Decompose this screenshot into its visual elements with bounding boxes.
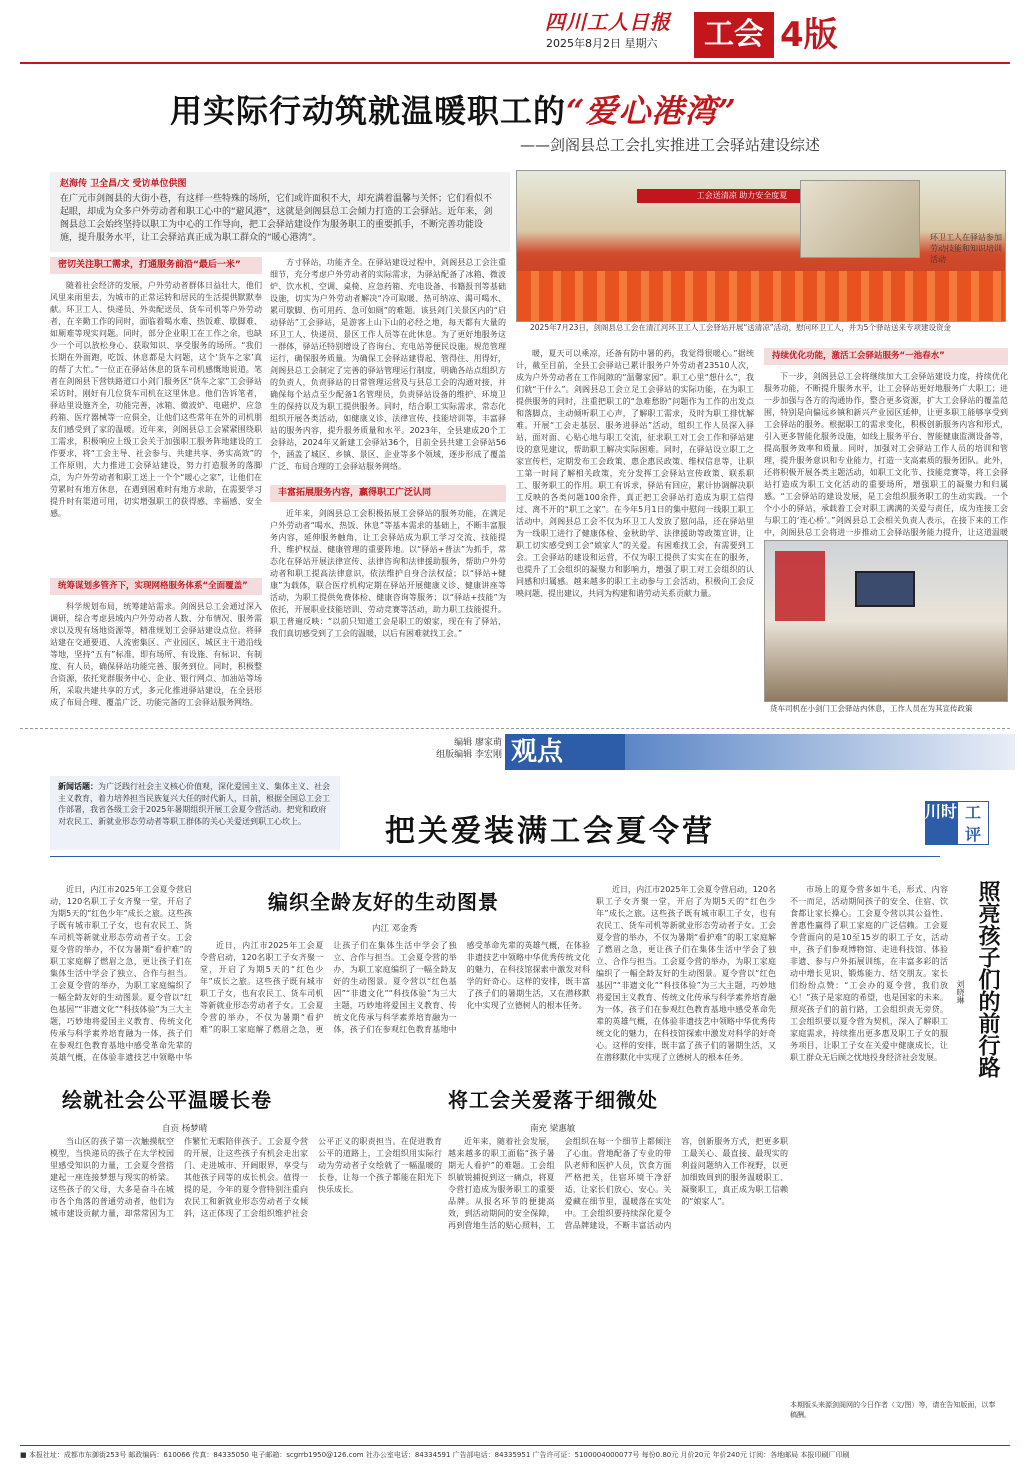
news-topic-text: 为广泛践行社会主义核心价值观，深化爱国主义、集体主义、社会主义教育，着力培养担当民族复兴大任的时代新人，日前，根据全国总工会工作部署，我省各级工会于2025年暑期组织开展工会夏令营活动。把党和政府对农民工、新就业形态劳动者等职工群体的关心关爱送到职工心坎上。 [58,782,330,826]
column-2 [270,257,506,698]
column-4-text [764,371,1008,537]
tv-screen [855,571,915,607]
article-3-text [448,1136,788,1436]
paragraph: 当山区的孩子第一次触摸航空模型，当快递员的孩子在大学校园里感受知识的力量，工会夏令营搭建起一座连接梦想与现实的桥梁。这些孩子的父母，大多是奋斗在城市各个角落的普通劳动者，他们为城市建设贡献力量，却常常因为工作繁忙无暇陪伴孩子。工会夏令营的开展，让这些孩子有机会走出家门、走进城市、开阔眼界，享受与其他孩子同等的成长机会。值得一提的是，今年的夏令营特别注重向农民工和新就业形态劳动者子女倾斜，这正体现了工会组织维护社会公平正义的职责担当。在促进教育公平的道路上，工会组织用实际行动为劳动者子女绘就了一幅温暖的长卷，让每一个孩子都能在阳光下快乐成长。 [50,1137,442,1218]
column-badge [925,801,989,845]
main-photo-caption: 2025年7月23日，剑阁县总工会在清江河环卫工人工会驿站开展“送清凉”活动，慰问环卫工人，并为5个驿站送来专项建设资金 [530,323,951,332]
opinion-label: 观点 [505,734,625,770]
header-rule [20,62,1010,64]
paragraph: 科学规划布局，统筹建站需求。剑阁县总工会通过深入调研，综合考虑县域内户外劳动者人数、分布情况、服务需求以及现有场地资源等，精准规划工会驿站建设点位。将驿站建在交通要道、人流密集区、产业园区、城区主干道沿线等地，坚持“五有”标准，即有场所、有设施、有标识、有制度、有人员，确保驿站功能完善、服务到位。同时，积极整合资源，依托党群服务中心、企业、银行网点、加油站等场所，采取共建共享的方式，多元化推进驿站建设，在全县形成了布局合理、覆盖广泛、功能完备的工会驿站服务网络。 [50,602,262,707]
paragraph: 市场上的夏令营多如牛毛，形式、内容不一而足，活动期间孩子的安全、住宿、饮食都让家长操心。工会夏令营以其公益性、普惠性赢得了职工家庭的广泛信赖。工会夏令营面向的是10至15岁的职工子女，活动中，孩子们参观博物馆、走进科技馆、体验非遗、参与户外拓展训练，在丰富多彩的活动中增长见识、锻炼能力、结交朋友。家长们纷纷点赞：“工会办的夏令营，我们放心！”孩子是家庭的希望，也是国家的未来。照亮孩子们的前行路，工会组织责无旁贷。工会组织要以夏令营为契机，深入了解职工家庭需求，持续推出更多惠及职工子女的服务项目，让职工子女在关爱中健康成长，让职工群众无后顾之忧地投身经济社会发展。 [790,885,948,1062]
article-2-author: 自贡 杨梦晴 [162,1124,208,1134]
section-heading-3: 丰富拓展服务内容，赢得职工广泛认同 [270,485,506,502]
poster [775,551,825,621]
headline: 用实际行动筑就温暖职工的“爱心港湾” [170,92,737,130]
article-4-author: 刘晓琳 [956,980,965,1004]
paragraph: 暖，夏天可以乘凉，还备有防中暑的药，我觉得很暖心。”据统计，截至目前，全县工会驿站已累计服务户外劳动者23510人次，成为户外劳动者在工作间隙的“温馨家园”。职工心里“想什么”，我们就“干什么”。剑阁县总工会立足工会驿站的实际功能，在为职工提供服务的同时，注重把职工的“急难愁盼”问题作为工作的出发点和落脚点，主动倾听职工心声，了解职工需求，及时为职工排忧解难。开展“工会走基层、服务进驿站”活动，组织工作人员深入驿站，面对面、心贴心地与职工交流，征求职工对工会工作和驿站建设的意见建议，帮助职工解决实际困难。同时，在驿站设立职工之家宣传栏，定期发布工会政策、惠企惠民政策、维权信息等，让职工第一时间了解相关政策，充分发挥工会驿站宣传政策、联系职工、服务职工的作用。职工有诉求，驿站有回应，累计协调解决职工反映的各类问题100余件，真正把工会驿站打造成为职工信得过、离不开的“职工之家”。在今年5月1日的集中慰问一线职工职工活动中，剑阁县总工会不仅为环卫工人发放了慰问品，还在驿站里为一线职工进行了健康体检、金秋助学、法律援助等政策宣讲，让职工切实感受到工会“娘家人”的关爱。有困难找工会，有需要到工会。工会驿站的建设和运营，不仅为职工提供了实实在在的服务，也提升了工会组织的凝聚力和影响力，增强了职工对工会组织的认同感和归属感。越来越多的职工主动参与工会活动，积极向工会反映问题、提出建议，共同为构建和谐劳动关系贡献力量。 [516,349,754,598]
paragraph: 近年来，随着社会发展，越来越多的职工面临“孩子暑期无人看护”的难题。工会组织敏锐捕捉到这一痛点，将夏令营打造成为服务职工的重要品牌。从报名环节的便捷高效，到活动期间的安全保障，再到营地生活的贴心照料，工会组织在每一个细节上都倾注了心血。营地配备了专业的带队老师和医护人员，饮食方面严格把关，住宿环境干净舒适，让家长们放心、安心。关爱藏在细节里，温暖落在实处中。工会组织要持续深化夏令营品牌建设，不断丰富活动内容，创新服务方式，把更多职工最关心、最直接、最现实的利益问题纳入工作视野，以更加细致周到的服务温暖职工、凝聚职工，真正成为职工信赖的“娘家人”。 [448,1137,788,1230]
designer: 组版编辑 李宏刚 [436,750,502,760]
section-heading-1: 密切关注职工需求，打通服务前沿“最后一米” [50,257,262,274]
article-4-text [790,884,948,1384]
photo-banner: 工会送清凉 助力安全度夏 [637,189,847,203]
newspaper-logo: 四川工人日报 [545,10,671,34]
article-1-author: 内江 邓金秀 [372,924,418,934]
column-1b-text [50,601,262,719]
badge-left: 川时 [925,801,957,845]
section-heading-2: 统筹谋划多管齐下，实现网格服务体系“全面覆盖” [50,578,262,595]
byline: 赵海传 卫全昌/文 受访单位供图 [60,179,187,189]
section-label: 工会 [694,12,774,58]
article-4-title: 照亮孩子们的前行路 [975,880,1000,1078]
article-2-text [50,1136,442,1436]
training-photo [800,180,920,258]
paragraph: 下一步，剑阁县总工会将继续加大工会驿站建设力度，持续优化服务功能，不断提升服务水平，让工会驿站更好地服务广大职工；进一步加强与各方的沟通协作，整合更多资源，扩大工会驿站的覆盖范围，特别是向偏远乡镇和新兴产业园区延伸，让更多职工能够享受到工会驿站的服务。根据职工的需求变化，积极创新服务内容和形式，引入更多智能化服务设施，如线上服务平台、智能健康监测设备等，提高服务效率和质量。同时，加强对工会驿站工作人员的培训和管理，提升服务意识和专业能力，打造一支高素质的服务团队。此外，还将积极开展各类主题活动，如职工文化节、技能竞赛等，将工会驿站打造成为职工文化活动的重要场所，增强职工的凝聚力和归属感。“工会驿站的建设发展，是工会组织服务职工的生动实践。一个个小小的驿站，承载着工会对职工满满的关爱与责任，成为连接工会与职工的‘连心桥’。”剑阁县总工会相关负责人表示，在接下来的工作中，剑阁县总工会将进一步推动工会驿站服务能力提升，让这道温暖 [764,372,1008,537]
column-4 [764,348,1008,537]
blue-rule [50,856,940,857]
opinion-title: 把关爱装满工会夏令营 [385,814,715,849]
workers-group [517,271,1005,321]
page-number: 4版 [780,15,838,55]
paragraph: 近日，内江市2025年工会夏令营启动，120名职工子女齐聚一堂，开启了为期5天的“红色少年”成长之旅。这些孩子既有城市职工子女，也有农民工、货车司机等新就业形态劳动者子女。工会夏令营的举办，不仅为暑期“看护难”的职工家庭解了燃眉之急，更让孩子们在集体生活中学会了独立、合作与担当。工会夏令营的举办，为职工家庭编织了一幅全龄友好的生动图景。夏令营以“红色基因”“非遗文化”“科技体验”为三大主题，巧妙地将爱国主义教育、传统文化传承与科学素养培育融为一体，孩子们在参观红色教育基地中感受革命先辈的英雄气概，在体验非遗技艺中领略中华优秀传统文化的魅力，在科技馆探索中激发对科学的好奇心。这样的安排，既丰富了孩子们的暑期生活，又在潜移默化中实现了立德树人的根本任务。 [596,885,776,1062]
article-2-title: 绘就社会公平温暖长卷 [62,1088,272,1112]
article-1-title: 编织全龄友好的生动图景 [268,890,499,914]
inset-caption: 环卫工人在驿站参加劳动技能和知识培训活动 [930,233,1002,264]
paragraph: 近年来，剑阁县总工会积极拓展工会驿站的服务功能，在满足户外劳动者“喝水、热饭、休息”等基本需求的基础上，不断丰富服务内容，延伸服务触角，让工会驿站成为职工学习交流、技能提升、维护权益、健康管理的重要阵地。以“驿站+普法”为抓手，常态化在驿站开展法律宣传、法律咨询和法律援助服务，帮助户外劳动者和职工提高法律意识，依法维护自身合法权益；以“驿站+健康”为载体，联合医疗机构定期在驿站开展健康义诊、健康讲座等活动，为职工提供免费体检、健康咨询等服务；以“驿站+技能”为依托，开展职业技能培训、劳动竞赛等活动，助力职工技能提升。职工普遍反映：“以前只知道工会是职工的娘家，现在有了驿站，我们真切感受到了工会的温暖，以后有困难就找工会。” [270,509,506,638]
editor: 编辑 廖家萌 [454,738,502,748]
badge-right: 工评 [957,801,989,845]
subheadline: ——剑阁县总工会扎实推进工会驿站建设综述 [520,136,821,154]
lead-text: 在广元市剑阁县的大街小巷，有这样一些特殊的场所，它们或许面积不大，却充满着温馨与关怀；它们看似不起眼，却成为众多户外劳动者和职工心中的“避风港”，这就是剑阁县总工会倾力打造的工会驿站。近年来，剑阁县总工会始终坚持以职工为中心的工作导向，把工会驿站建设作为服务职工的重要抓手，不断完善功能设施，提升服务水平，让工会驿站真正成为职工群众的“暖心港湾”。 [60,194,493,243]
note: 本期版头来源剑阁网的今日作者（文/图）等，请在告知版面，以奉稿酬。 [790,1401,996,1419]
paragraph: 随着社会经济的发展，户外劳动者群体日益壮大，他们风里来雨里去，为城市的正常运转和居民的生活提供默默奉献。环卫工人、快递员、外卖配送员、货车司机等户外劳动者，在辛勤工作的同时，面临着喝水难、热饭难、歇脚难、如厕难等现实问题。同时，部分企业职工在工作之余，也缺少一个可以放松身心、获取知识、享受服务的场所。“我们长期在外面跑，吃饭、休息都是大问题，这个‘货车之家’真的帮了大忙。”一位正在驿站休息的货车司机感慨地说道。笔者在剑阁县下营铁路道口小剑门服务区“货车之家”工会驿站采访时，刚好有几位货车司机在这里休息。他们告诉笔者，驿站里设施齐全，功能完善，冰箱、微波炉、电磁炉、应急药箱、医疗器械等一应俱全，让他们这些常年在外的司机朋友们感受到了家的温暖。近年来，剑阁县总工会紧紧围绕职工需求，积极响应上级工会关于加强职工服务阵地建设的工作要求，将“工会主导、社会参与、共建共享、务实高效”的工作原则，大力推进工会驿站建设，努力打造服务的落脚点，为户外劳动者和职工送上一个个“暖心之家”，让他们在劳累时有地方休息，在遇到困难时有地方求助，在需要学习提升时有渠道可用，切实增强职工的获得感、幸福感、安全感。 [50,281,262,518]
section-heading-4: 持续优化功能，激活工会驿站服务“一池春水” [764,348,1008,365]
section-divider [20,728,1010,729]
room-photo-caption: 货车司机在小剑门工会驿站内休息，工作人员在为其宣传政策 [770,704,973,713]
article-3-title: 将工会关爱落于细微处 [448,1088,658,1112]
column-1-text [50,280,262,570]
article-1-text-a [50,884,192,1062]
issue-date: 2025年8月2日 星期六 [546,37,658,50]
column-2b-text [270,508,506,698]
news-topic-box [50,776,340,850]
column-2-text [270,257,506,479]
column-3-text [516,348,754,720]
paragraph: 近日，内江市2025年工会夏令营启动，120名职工子女齐聚一堂，开启了为期5天的“红色少年”成长之旅。这些孩子既有城市职工子女，也有农民工、货车司机等新就业形态劳动者子女。工会夏令营的举办，不仅为暑期“看护难”的职工家庭解了燃眉之急，更让孩子们在集体生活中学会了独立、合作与担当。工会夏令营的举办，为职工家庭编织了一幅全龄友好的生动图景。夏令营以“红色基因”“非遗文化”“科技体验”为三大主题，巧妙地将爱国主义教育、传统文化传承与科学素养培育融为一体，孩子们在参观红色教育基地中感受革命先辈的英雄气概，在体验非遗技艺中领略中华 [50,885,192,1062]
footer: ■ 本报社址：成都市东御街253号 邮政编码：610066 传真：84335050 电子邮箱：scgrrb1950@126.com 社办公室电话：84334591 广告部电话：84335951 广告许可证：5100004000077号 每份0.80元 月价20元 年价240元 订阅：各地邮局 本报印刷厂印刷 [20,1445,1010,1460]
article-1-text-b [200,940,590,1062]
opinion-bar [625,734,1015,770]
paragraph: 近日，内江市2025年工会夏令营启动，120名职工子女齐聚一堂，开启了为期5天的“红色少年”成长之旅。这些孩子既有城市职工子女，也有农民工、货车司机等新就业形态劳动者子女。工会夏令营的举办，不仅为暑期“看护难”的职工家庭解了燃眉之急，更让孩子们在集体生活中学会了独立、合作与担当。工会夏令营的举办，为职工家庭编织了一幅全龄友好的生动图景。夏令营以“红色基因”“非遗文化”“科技体验”为三大主题，巧妙地将爱国主义教育、传统文化传承与科学素养培育融为一体，孩子们在参观红色教育基地中感受革命先辈的英雄气概，在体验非遗技艺中领略中华优秀传统文化的魅力，在科技馆探索中激发对科学的好奇心。这样的安排，既丰富了孩子们的暑期生活，又在潜移默化中实现了立德树人的根本任务。 [200,941,590,1034]
news-topic-label: 新闻话题： [58,782,98,791]
article-3-author: 南充 梁惠敏 [530,1124,576,1134]
paragraph: 方寸驿站，功能齐全。在驿站建设过程中，剑阁县总工会注重细节，充分考虑户外劳动者的实际需求，为驿站配备了冰箱、微波炉、饮水机、空调、桌椅、应急药箱、充电设备、书籍报刊等基础设施，切实为户外劳动者解决“冷可取暖、热可纳凉、渴可喝水、累可歇脚、伤可用药、急可如厕”的难题。该县剑门关景区内的“启动驿站”工会驿站，是游客上山下山的必经之地，每天都有大量的环卫工人、快递员、景区工作人员等在此休息。为了更好地服务这一群体，驿站还特别增设了咨询台、充电站等便民设施。规范管理运行，确保服务质量。为确保工会驿站建得起、管得住、用得好，剑阁县总工会制定了完善的驿站管理运行制度，明确各站点组织方的负责人，负责驿站的日常管理运营及与县总工会的沟通对接，并确保每个站点至少配备1名管理员，负责驿站设备的维护、环境卫生的保持以及为职工提供服务。同时，结合职工实际需求，常态化组织开展各类活动，如健康义诊、法律宣传、技能培训等，丰富驿站的服务内容，提升服务质量和水平。2023年，全县建成20个工会驿站，2024年又新建工会驿站36个，目前全县共建工会驿站56个，涵盖了城区、乡镇、景区、企业等多个领域，逐步形成了覆盖广泛、布局合理的工会驿站服务网络。 [270,258,506,471]
article-1-text-c [596,884,776,1070]
lead-box [50,172,510,252]
editor-credits [422,737,502,761]
column-1 [50,257,262,719]
rest-room-photo [764,540,1008,702]
